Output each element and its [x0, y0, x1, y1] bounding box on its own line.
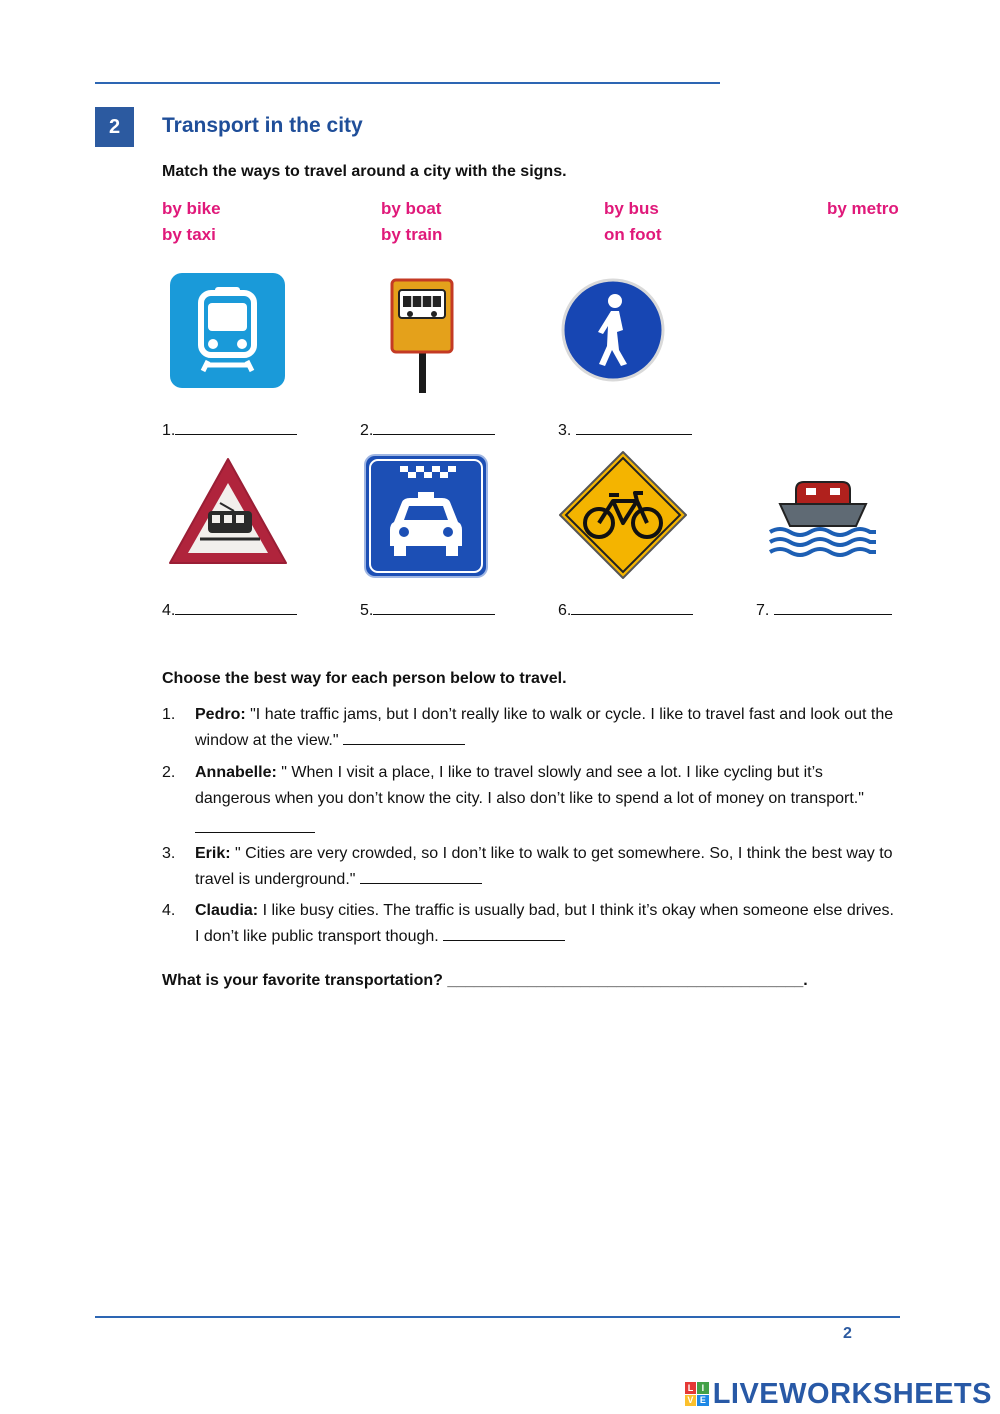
choose-instruction: Choose the best way for each person below to travel.	[162, 670, 567, 687]
person-name: Erik:	[195, 845, 231, 862]
item-number: 4.	[162, 902, 176, 919]
logo-letter: L	[685, 1382, 697, 1394]
favorite-transport-question[interactable]: What is your favorite transportation? ________________________________________.	[162, 972, 808, 989]
answer-blank[interactable]	[571, 600, 693, 615]
taxi-sign-icon	[364, 454, 488, 583]
answer-number: 1.	[162, 422, 176, 439]
person-quote: " Cities are very crowded, so I don’t like to walk to get somewhere. So, I think the best way to travel is underground."	[195, 845, 893, 888]
word-by-taxi: by taxi	[162, 225, 216, 244]
answer-blank[interactable]	[576, 420, 692, 435]
answer-slot-6[interactable]	[558, 600, 693, 620]
pedestrian-sign-icon	[561, 278, 665, 387]
answer-slot-1[interactable]	[162, 420, 297, 440]
logo-letter: V	[685, 1395, 697, 1407]
person-name: Claudia:	[195, 902, 259, 919]
brand-text: LIVEWORKSHEETS	[712, 1377, 992, 1410]
answer-slot-7[interactable]	[756, 600, 892, 620]
page-number: 2	[843, 1325, 852, 1342]
match-instruction: Match the ways to travel around a city with the signs.	[162, 163, 567, 180]
metro-sign-icon	[170, 273, 285, 393]
answer-blank[interactable]	[373, 420, 495, 435]
liveworksheets-mark-icon	[685, 1382, 709, 1406]
answer-blank[interactable]	[195, 818, 315, 833]
item-number: 1.	[162, 706, 176, 723]
person-item-annabelle	[162, 760, 902, 842]
person-quote: "I hate traffic jams, but I don’t really like to walk or cycle. I like to travel fast and look out the window at the view."	[195, 706, 894, 749]
boat-icon	[766, 470, 880, 565]
person-name: Annabelle:	[195, 764, 277, 781]
liveworksheets-logo	[685, 1374, 992, 1414]
person-quote: " When I visit a place, I like to travel slowly and see a lot. I like cycling but it’s dangerous when you don’t know the city. I also don’t like to spend a lot of money on transport."	[195, 764, 864, 807]
person-quote: I like busy cities. The traffic is usually bad, but I think it’s okay when someone else drives. I don’t like public transport though.	[195, 902, 894, 945]
answer-blank[interactable]	[373, 600, 495, 615]
top-rule	[95, 82, 720, 84]
answer-number: 6.	[558, 602, 572, 619]
person-name: Pedro:	[195, 706, 246, 723]
bus-stop-sign-icon	[390, 278, 455, 398]
person-item-erik	[162, 841, 902, 893]
answer-blank[interactable]	[175, 600, 297, 615]
answer-number: 4.	[162, 602, 176, 619]
answer-blank[interactable]	[443, 926, 565, 941]
bottom-rule	[95, 1316, 900, 1318]
answer-number: 7.	[756, 602, 770, 619]
item-number: 3.	[162, 845, 176, 862]
logo-letter: E	[697, 1395, 709, 1407]
word-on-foot: on foot	[604, 225, 662, 244]
train-warning-sign-icon	[164, 453, 292, 574]
item-number: 2.	[162, 764, 176, 781]
answer-blank[interactable]	[360, 869, 482, 884]
section-number: 2	[95, 107, 134, 147]
word-by-boat: by boat	[381, 199, 442, 218]
logo-letter: I	[697, 1382, 709, 1394]
answer-blank[interactable]	[343, 730, 465, 745]
answer-blank[interactable]	[774, 600, 892, 615]
answer-number: 3.	[558, 422, 572, 439]
answer-slot-3[interactable]	[558, 420, 692, 440]
answer-number: 2.	[360, 422, 374, 439]
answer-slot-4[interactable]	[162, 600, 297, 620]
bicycle-sign-icon	[557, 449, 689, 586]
word-by-bus: by bus	[604, 199, 659, 218]
word-by-bike: by bike	[162, 199, 221, 218]
answer-number: 5.	[360, 602, 374, 619]
person-item-pedro	[162, 702, 902, 754]
answer-slot-5[interactable]	[360, 600, 495, 620]
section-title: Transport in the city	[162, 114, 363, 137]
person-item-claudia	[162, 898, 902, 950]
answer-blank[interactable]	[175, 420, 297, 435]
word-by-metro: by metro	[827, 199, 899, 218]
word-by-train: by train	[381, 225, 443, 244]
answer-slot-2[interactable]	[360, 420, 495, 440]
